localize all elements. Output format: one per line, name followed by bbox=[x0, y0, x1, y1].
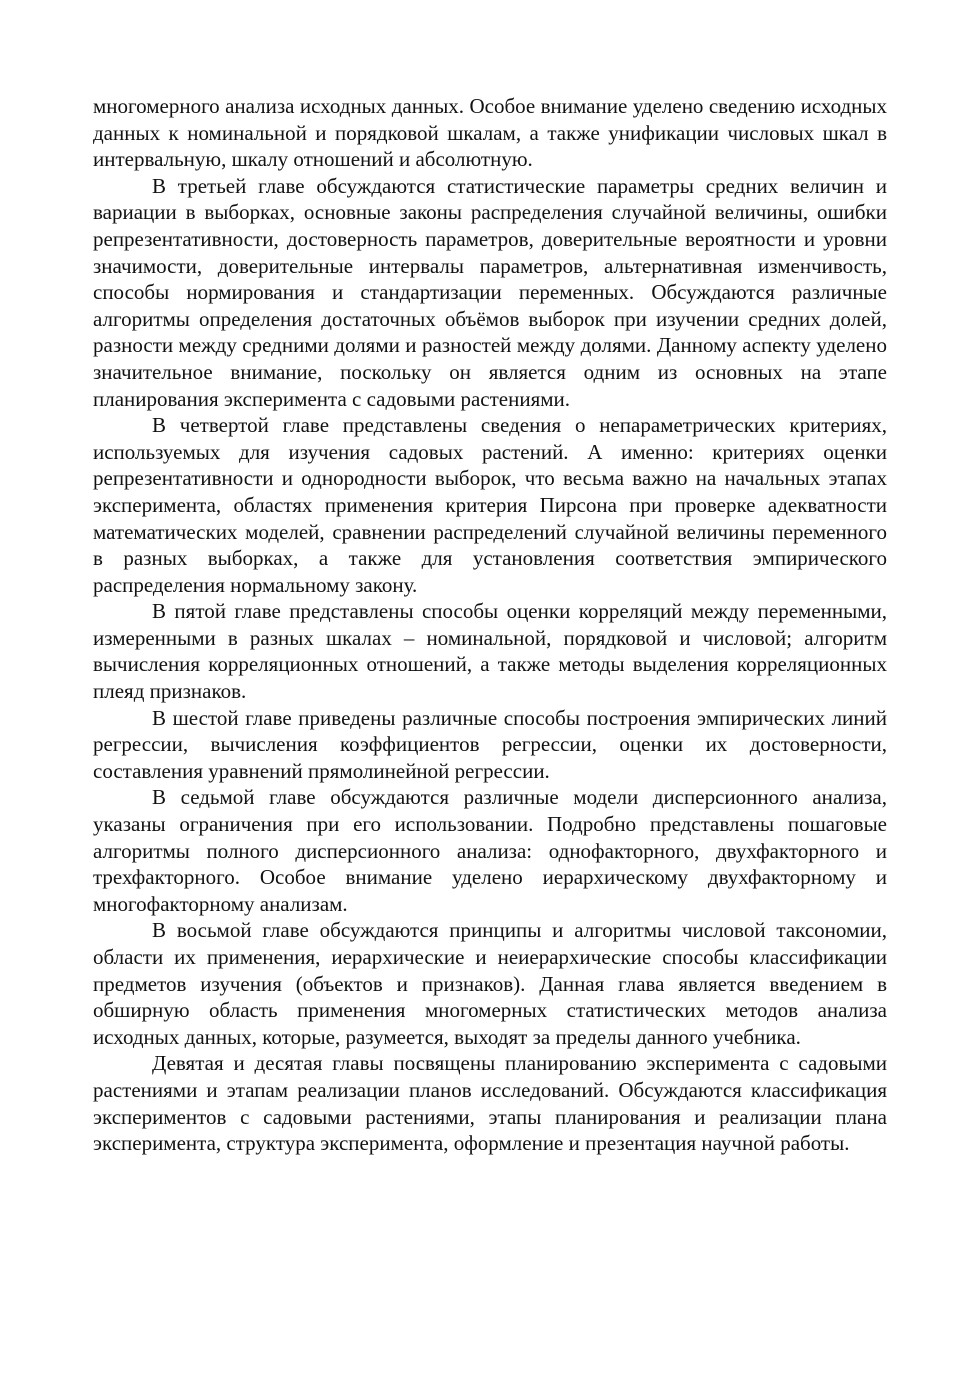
document-page bbox=[93, 93, 887, 1157]
paragraph-chapters-9-10: Девятая и десятая главы посвящены планированию эксперимента с садовыми растениями и этапам реализации планов исследований. Обсуждаются классификация экспериментов с садовыми растениями, этапы планирования и реализации плана эксперимента, структура эксперимента, оформление и презентация научной работы. bbox=[93, 1051, 887, 1156]
paragraph-intro-continued: многомерного анализа исходных данных. Особое внимание уделено сведению исходных данных к номинальной и порядковой шкалам, а также унификации числовых шкал в интервальную, шкалу отношений и абсолютную. bbox=[93, 94, 887, 172]
paragraph-chapter-8: В восьмой главе обсуждаются принципы и алгоритмы числовой таксономии, области их применения, иерархические и неиерархические способы классификации предметов изучения (объектов и признаков). Данная глава является введением в обширную область применения многомерных статистических методов анализа исходных данных, которые, разумеется, выходят за пределы данного учебника. bbox=[93, 918, 887, 1049]
paragraph-chapter-6: В шестой главе приведены различные способы построения эмпирических линий регрессии, вычисления коэффициентов регрессии, оценки их достоверности, составления уравнений прямолинейной регрессии. bbox=[93, 705, 887, 783]
paragraph-chapter-7: В седьмой главе обсуждаются различные модели дисперсионного анализа, указаны ограничения при его использовании. Подробно представлены пошаговые алгоритмы полного дисперсионного анализа: однофакторного, двухфакторного и трехфакторного. Особое внимание уделено иерархическому двухфакторному и многофакторному анализам. bbox=[93, 785, 887, 916]
paragraph-chapter-5: В пятой главе представлены способы оценки корреляций между переменными, измеренными в разных шкалах – номинальной, порядковой и числовой; алгоритм вычисления корреляционных отношений, а также методы выделения корреляционных плеяд признаков. bbox=[93, 599, 887, 704]
paragraph-chapter-4: В четвертой главе представлены сведения о непараметрических критериях, используемых для изучения садовых растений. А именно: критериях оценки репрезентативности и однородности выборок, что весьма важно на начальных этапах эксперимента, областях применения критерия Пирсона при проверке адекватности математических моделей, сравнении распределений случайной величины переменного в разных выборках, а также для установления соответствия эмпирического распределения нормальному закону. bbox=[93, 413, 887, 597]
paragraph-chapter-3: В третьей главе обсуждаются статистические параметры средних величин и вариации в выборках, основные законы распределения случайной величины, ошибки репрезентативности, достоверность параметров, доверительные вероятности и уровни значимости, доверительные интервалы параметров, альтернативная изменчивость, способы нормирования и стандартизации переменных. Обсуждаются различные алгоритмы определения достаточных объёмов выборок при изучении средних долей, разности между средними долями и разностей между долями. Данному аспекту уделено значительное внимание, поскольку он является одним из основных на этапе планирования эксперимента с садовыми растениями. bbox=[93, 173, 887, 411]
